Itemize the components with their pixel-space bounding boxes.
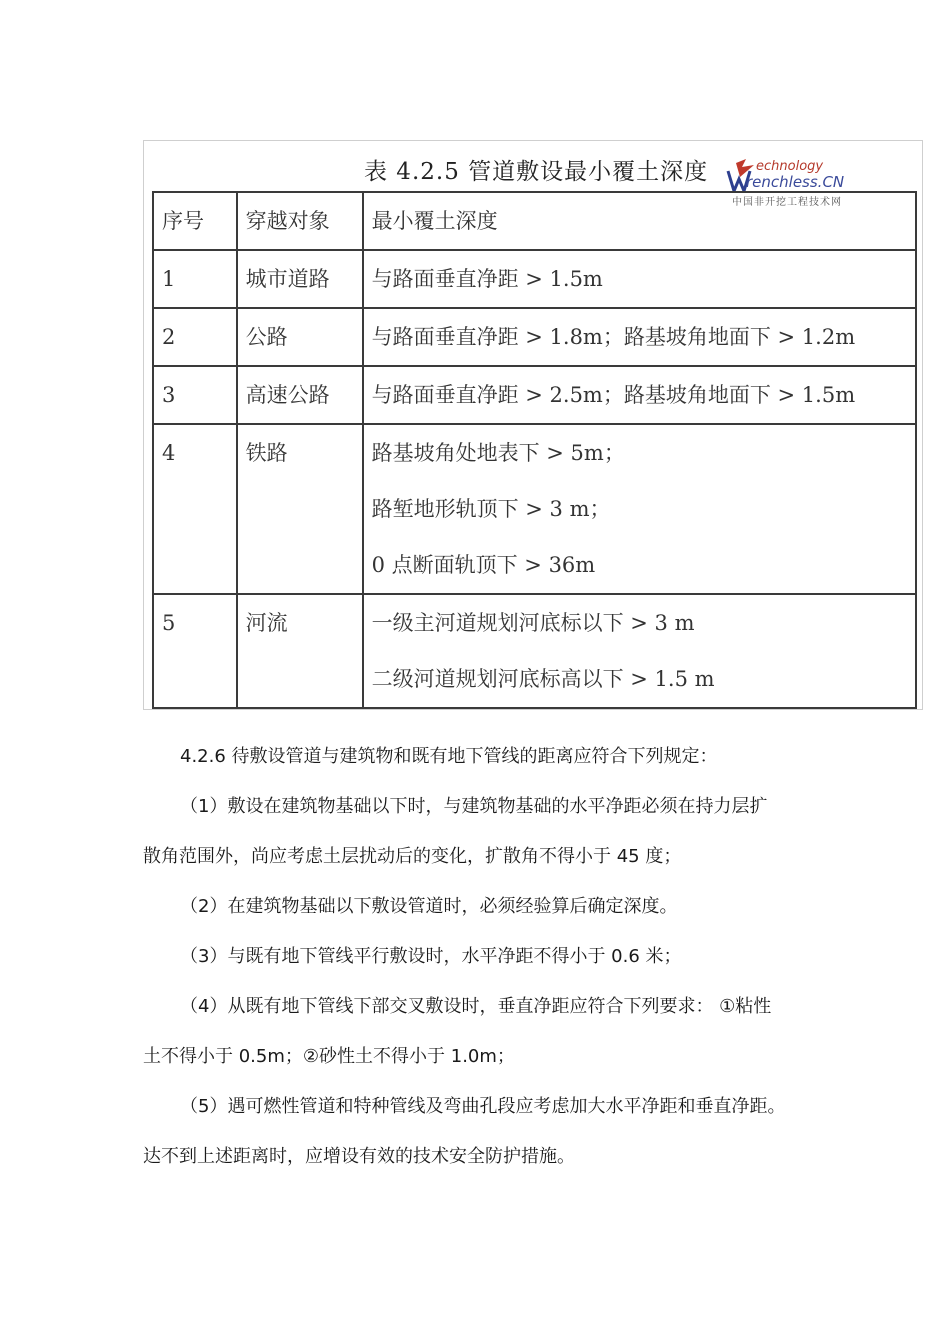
cell-target: 城市道路: [245, 267, 330, 291]
cell-depth-line: 与路面垂直净距 > 1.8m；路基坡角地面下 > 1.2m: [371, 325, 856, 349]
cell-depth-line: 一级主河道规划河底标以下 > 3 m: [371, 611, 695, 635]
logo-text-line1: echnology: [756, 159, 824, 174]
table-figure: [143, 140, 923, 710]
table-row: [153, 308, 916, 366]
cell-depth-line: 与路面垂直净距 > 2.5m；路基坡角地面下 > 1.5m: [371, 383, 856, 407]
header-cell-no: 序号: [153, 192, 237, 250]
paragraph-4-2-6: 4.2.6 待敷设管道与建筑物和既有地下管线的距离应符合下列规定：: [180, 746, 718, 767]
table-row: [153, 424, 916, 594]
cell-depth-line: 二级河道规划河底标高以下 > 1.5 m: [371, 667, 715, 691]
cover-depth-table: [152, 191, 917, 709]
cell-no: 4: [162, 441, 176, 465]
header-cell-target: 穿越对象: [237, 192, 363, 250]
paragraph-item-3: （3）与既有地下管线平行敷设时，水平净距不得小于 0.6 米；: [180, 946, 682, 967]
paragraph-item-1-line2: 散角范围外，尚应考虑土层扰动后的变化，扩散角不得小于 45 度；: [143, 846, 682, 867]
table-header-row: [153, 192, 916, 250]
paragraph-item-5-line2: 达不到上述距离时，应增设有效的技术安全防护措施。: [143, 1146, 575, 1167]
cell-target: 公路: [245, 325, 288, 349]
header-cell-depth: 最小覆土深度: [363, 192, 916, 250]
cell-no: 2: [162, 325, 176, 349]
logo-text-line2: renchless.CN: [746, 173, 845, 191]
cell-target: 河流: [245, 611, 288, 635]
cell-no: 5: [162, 611, 176, 635]
cell-depth-line: 0 点断面轨顶下 > 36m: [371, 553, 596, 577]
table-row: [153, 594, 916, 708]
cell-depth-line: 路基坡角处地表下 > 5m；: [371, 441, 625, 465]
paragraph-item-4-line2: 土不得小于 0.5m；②砂性土不得小于 1.0m；: [143, 1046, 515, 1067]
cell-depth-line: 与路面垂直净距 > 1.5m: [371, 267, 603, 291]
paragraph-item-4-line1: （4）从既有地下管线下部交叉敷设时，垂直净距应符合下列要求： ①粘性: [180, 996, 772, 1017]
cell-target: 高速公路: [245, 383, 330, 407]
cell-depth-line: 路堑地形轨顶下 > 3 m；: [371, 497, 611, 521]
paragraph-item-5-line1: （5）遇可燃性管道和特种管线及弯曲孔段应考虑加大水平净距和垂直净距。: [180, 1096, 786, 1117]
cell-no: 1: [162, 267, 176, 291]
paragraph-item-1-line1: （1）敷设在建筑物基础以下时，与建筑物基础的水平净距必须在持力层扩: [180, 796, 768, 817]
logo-text-line3: 中国非开挖工程技术网: [732, 197, 842, 208]
table-title: 表 4.2.5 管道敷设最小覆土深度: [364, 159, 709, 185]
table-row: [153, 366, 916, 424]
cell-no: 3: [162, 383, 176, 407]
table-row: [153, 250, 916, 308]
cell-target: 铁路: [245, 441, 288, 465]
paragraph-item-2: （2）在建筑物基础以下敷设管道时，必须经验算后确定深度。: [180, 896, 678, 917]
